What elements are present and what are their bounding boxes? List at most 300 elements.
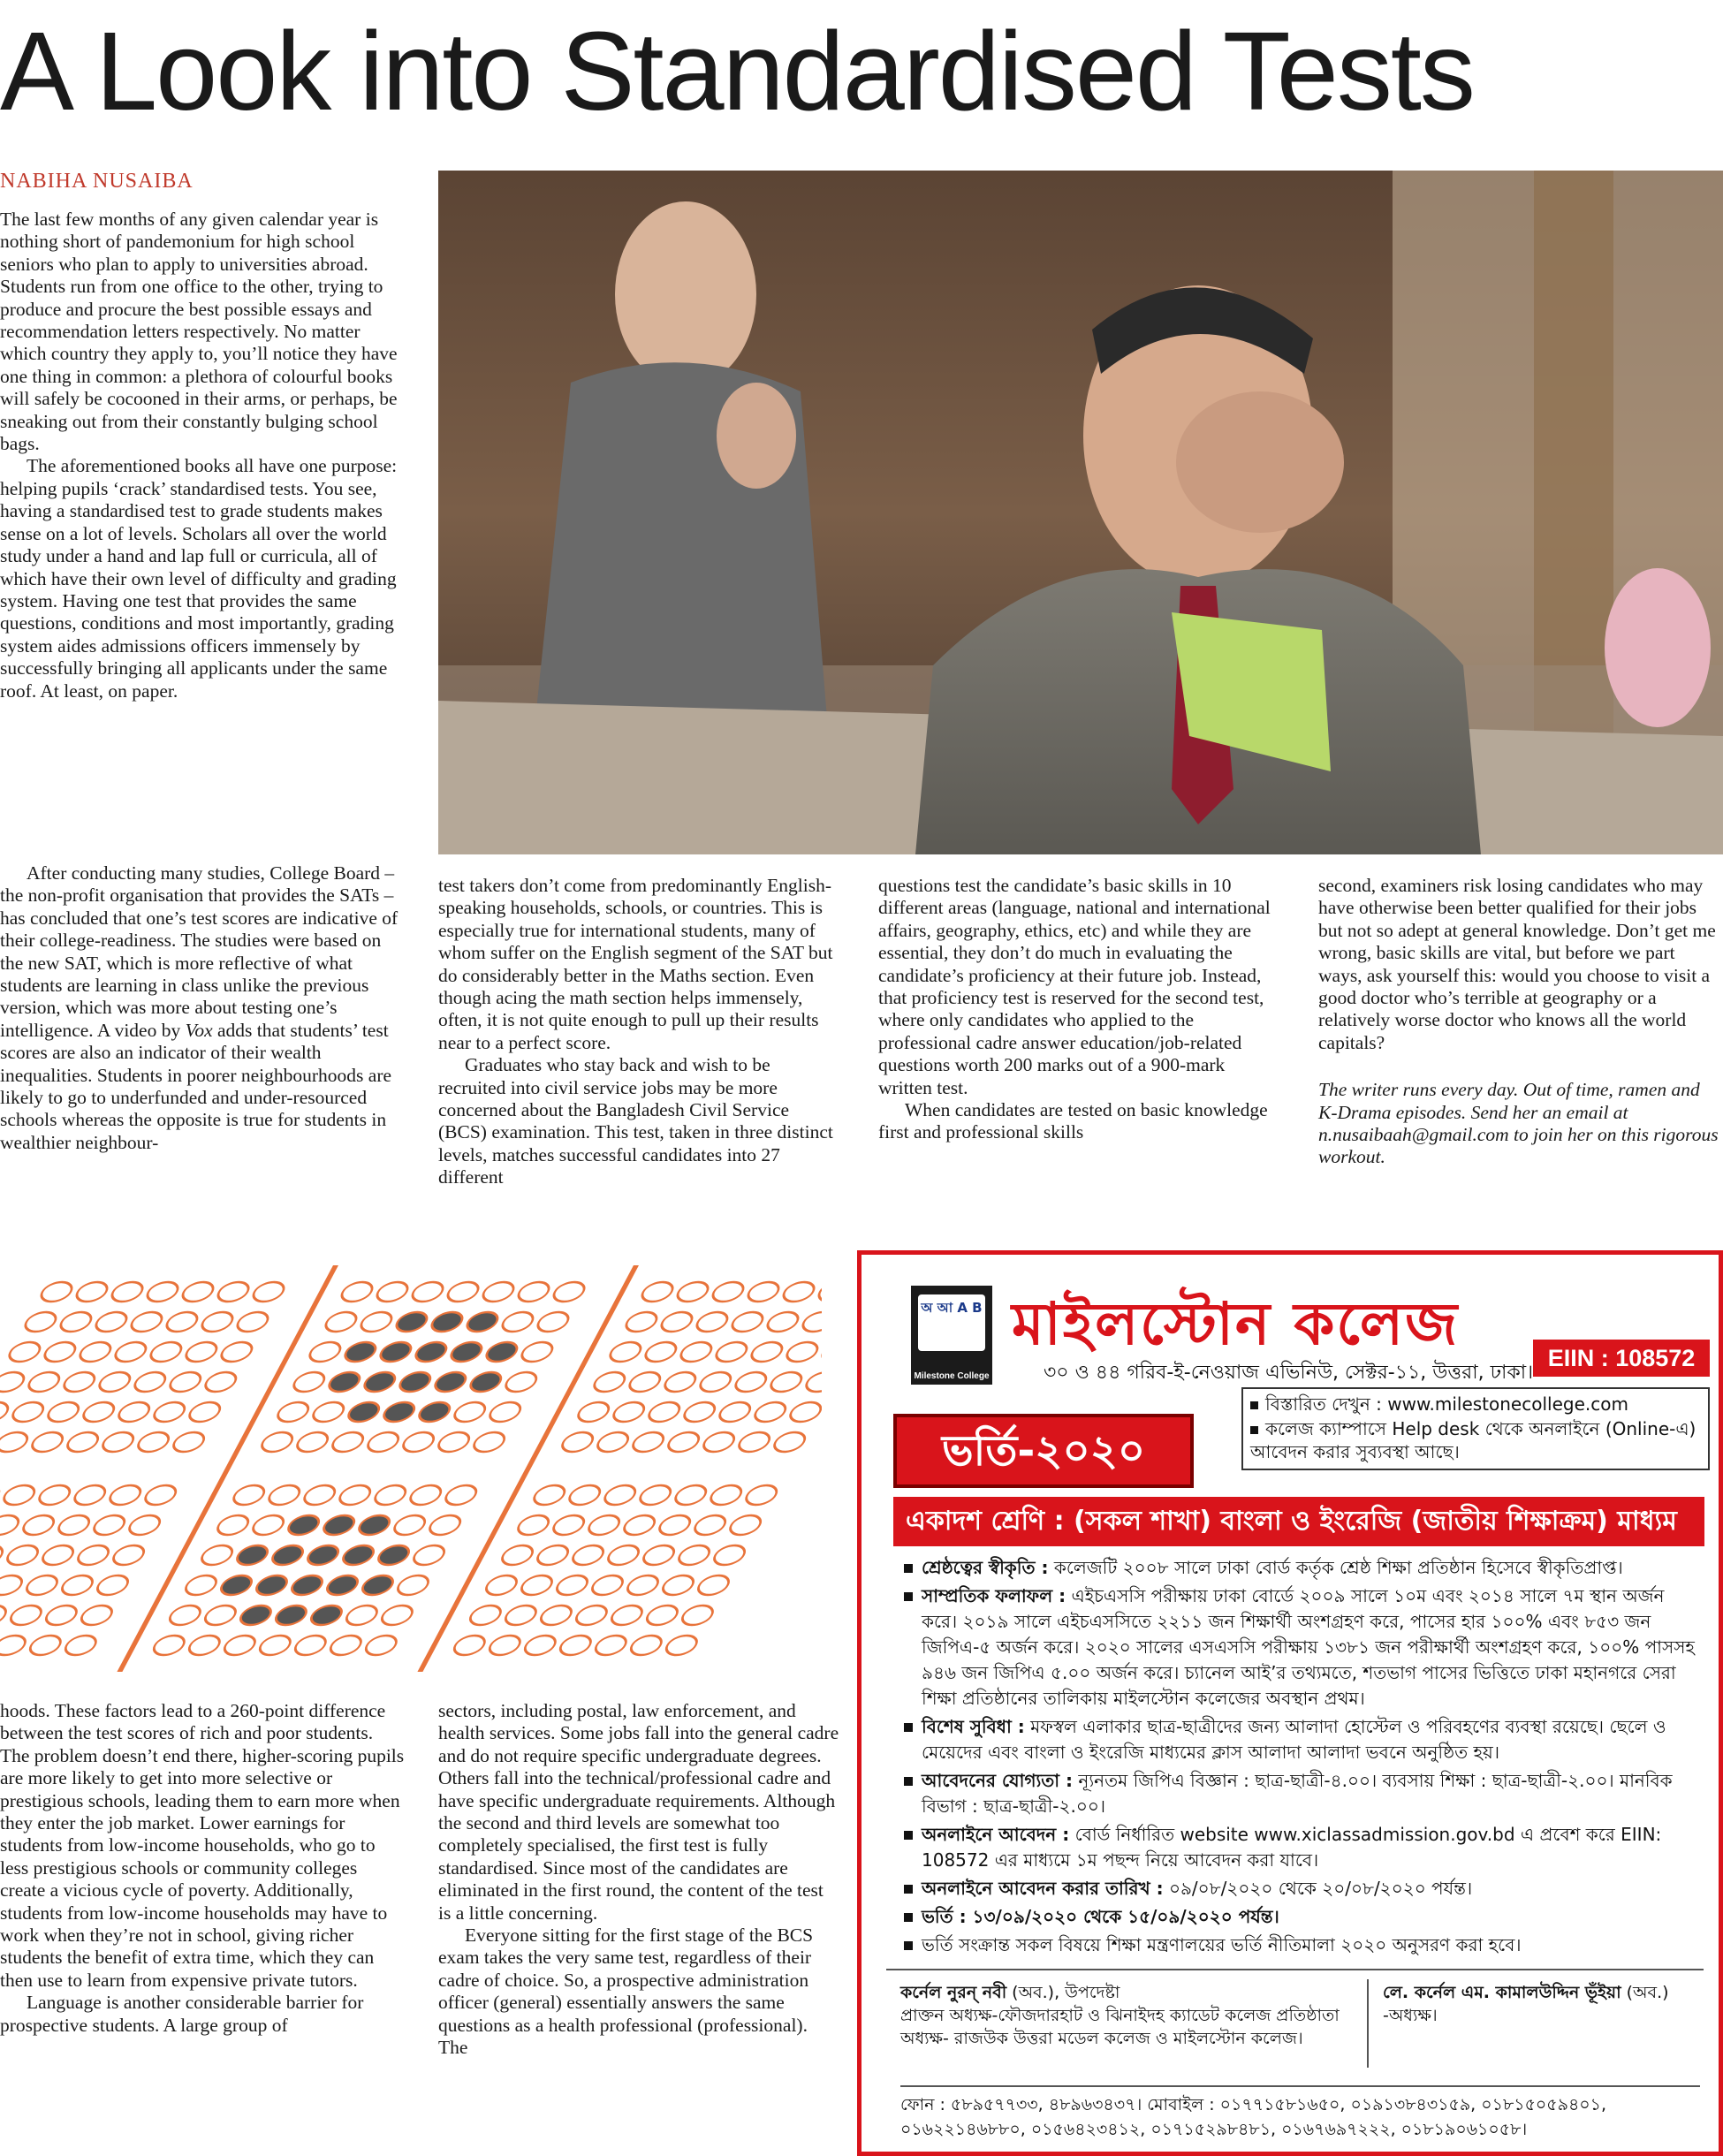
exam-photo (438, 171, 1723, 854)
answer-bubble (0, 1545, 6, 1565)
info-helpdesk (1250, 1417, 1701, 1463)
answer-bubble (396, 1372, 435, 1392)
answer-bubble (147, 1342, 186, 1362)
list-item (900, 1714, 1700, 1765)
answer-bubble (712, 1342, 751, 1362)
answer-bubble (573, 1606, 611, 1625)
paragraph: When candidates are tested on basic knowledge first and professional skills (878, 1099, 1268, 1143)
writer-signoff: The writer runs every day. Out of time, ramen and K-Drama episodes. Send her an email at n.nusaibaah@gmail.com to join her on this rigorous workout. (1318, 1079, 1719, 1168)
signatory-divider (1367, 1979, 1369, 2068)
paragraph (0, 862, 406, 1154)
answer-bubble (783, 1342, 822, 1362)
answer-bubble (230, 1485, 269, 1505)
answer-bubble (735, 1432, 774, 1452)
answer-bubble (645, 1402, 684, 1422)
answer-bubble (426, 1515, 465, 1535)
answer-bubble (716, 1402, 755, 1422)
answer-bubble (249, 1515, 288, 1535)
answer-bubble (550, 1282, 588, 1302)
list-item (900, 1904, 1700, 1930)
answer-bubble (482, 1342, 521, 1362)
answer-bubble (285, 1515, 323, 1535)
answer-bubble (626, 1372, 664, 1392)
info-text: কলেজ ক্যাম্পাসে Help desk থেকে অনলাইনে (Online-এ) আবেদন করার সুব্যবস্থা আছে। (1250, 1418, 1696, 1462)
answer-bubble (479, 1282, 518, 1302)
principal-title: (অব.) -অধ্যক্ষ। (1383, 1983, 1669, 2025)
answer-bubble (60, 1372, 99, 1392)
answer-bubble (320, 1515, 359, 1535)
answer-bubble (693, 1312, 732, 1332)
answer-bubble (710, 1545, 749, 1565)
answer-bubble (253, 1575, 292, 1595)
answer-bubble (558, 1432, 597, 1452)
answer-bubble (355, 1515, 394, 1535)
answer-bubble (588, 1575, 627, 1595)
answer-bubble (300, 1485, 339, 1505)
answer-bubble (550, 1515, 588, 1535)
milestone-college-ad (857, 1250, 1723, 2156)
answer-bubble (233, 1312, 272, 1332)
paragraph: questions test the candidate’s basic skills in 10 different areas (language, national and international affairs, geography, ethics, etc) and while they are essential, they don’t do much in evaluating the candidate’s proficiency at their future job. Instead, that proficiency test is reserved for the second test, where only candidates who applied to the professional cadre answer education/job-related questions worth 200 marks out of a 900-mark written test. (878, 875, 1271, 1098)
answer-bubble (0, 1432, 32, 1452)
answer-bubble (72, 1282, 111, 1302)
answer-bubble (62, 1636, 101, 1655)
answer-bubble (290, 1372, 329, 1392)
answer-bubble (21, 1312, 60, 1332)
answer-bubble (467, 1372, 505, 1392)
answer-bubble (378, 1606, 417, 1625)
item-label: আবেদনের যোগ্যতা : (922, 1770, 1074, 1791)
article-column-1-bottom (0, 1700, 406, 2037)
article-column-2-bottom (438, 1700, 840, 2060)
answer-bubble (767, 1372, 806, 1392)
vox-italic: Vox (185, 1019, 213, 1041)
admission-badge: ভর্তি-২০২০ (893, 1414, 1194, 1488)
answer-bubble (233, 1545, 272, 1565)
answer-bubble (27, 1636, 65, 1655)
answer-bubble (371, 1485, 410, 1505)
advisor-description: প্রাক্তন অধ্যক্ষ-ফৌজদারহাট ও ঝিনাইদহ ক্যাডেট কলেজ প্রতিষ্ঠাতা অধ্যক্ষ- রাজউক উত্তরা মডেল কলেজ ও মাইলস্টোন কলেজ। (900, 2006, 1340, 2048)
answer-bubble (309, 1402, 348, 1422)
answer-bubble (361, 1372, 399, 1392)
answer-bubble (0, 1515, 23, 1535)
answer-bubble (306, 1342, 345, 1362)
answer-bubble (166, 1372, 205, 1392)
answer-bubble (534, 1545, 573, 1565)
answer-bubble (604, 1545, 643, 1565)
answer-bubble (90, 1515, 129, 1535)
answer-bubble (341, 1342, 380, 1362)
answer-bubble (150, 1402, 189, 1422)
answer-bubble (7, 1606, 46, 1625)
answer-bubble (641, 1342, 680, 1362)
signatory-principal (1383, 1981, 1701, 2027)
answer-bubble (115, 1402, 154, 1422)
paragraph: second, examiners risk losing candidates who may have otherwise been better qualified for their jobs but not so adept at general knowledge. Don’t get me wrong, basic skills are vital, but before we part ways, ask yourself this: would you choose to visit a good doctor who’s terrible at geography or a relatively worse doctor who knows all the world capitals? (1318, 875, 1716, 1053)
answer-bubble (622, 1312, 661, 1332)
answer-bubble (594, 1432, 633, 1452)
answer-bubble (638, 1282, 677, 1302)
list-item (900, 1555, 1700, 1581)
answer-bubble (28, 1432, 67, 1452)
answer-bubble (815, 1282, 822, 1302)
answer-bubble (258, 1432, 297, 1452)
answer-bubble (675, 1545, 714, 1565)
answer-bubble (590, 1372, 629, 1392)
contact-phones: ফোন : ৫৮৯৫৭৭৩৩, ৪৮৯৬৩৪৩৭। মোবাইল : ০১৭৭১৫৮১৬৫০, ০১৯১৩৮৪৩১৫৯, ০১৮১৫০৫৯৪০১, ০১৬২২১৪৬৮৮০, ০১৫৬৪২৩৪১২, ০১৭১৫২৯৮৪৮১, ০১৬৭৬৯৭২২২, ০১৮১৯০৬১০৫৮। (900, 2085, 1700, 2142)
answer-bubble (406, 1485, 445, 1505)
answer-bubble (249, 1282, 288, 1302)
answer-bubble (742, 1485, 781, 1505)
item-text: ভর্তি সংক্রান্ত সকল বিষয়ে শিক্ষা মন্ত্রণালয়ের ভর্তি নীতিমালা ২০২০ অনুসরণ করা হবে। (922, 1934, 1522, 1955)
answer-bubble (608, 1606, 647, 1625)
answer-bubble (293, 1432, 332, 1452)
answer-bubble (186, 1402, 224, 1422)
answer-bubble (744, 1282, 783, 1302)
item-label: বিশেষ সুবিধা : (922, 1716, 1025, 1737)
answer-bubble (672, 1485, 710, 1505)
answer-bubble (691, 1515, 730, 1535)
answer-bubble (44, 1402, 83, 1422)
college-name: মাইলস্টোন কলেজ (1012, 1290, 1460, 1358)
principal-name: লে. কর্নেল এম. কামালউদ্দিন ভূঁইয়া (1383, 1983, 1621, 2002)
answer-bubble (274, 1402, 313, 1422)
article-column-1-mid (0, 862, 406, 1154)
answer-bubble (57, 1312, 95, 1332)
answer-bubble (325, 1372, 364, 1392)
answer-bubble (141, 1485, 180, 1505)
item-text: এইচএসসি পরীক্ষায় ঢাকা বোর্ডে ২০০৯ সালে ১০ম এবং ২০১৪ সালে ৭ম স্থান অর্জন করে। ২০১৯ সালে এইচএসসিতে ২২১১ জন শিক্ষার্থী অংশগ্রহণ করে, পাসের হার ১০০% এবং ৮৫৩ জন জিপিএ-৫ অর্জন করে। ২০২০ সালের এসএসসি পরীক্ষায় ১৩৮১ জন পরীক্ষার্থী অংশগ্রহণ করে, ১০০% পাসসহ ৯৪৬ জন জিপিএ ৫.০০ অর্জন করে। চ্যানেল আই’র তথ্যমতে, শতভাগ পাসের ভিত্তিতে ঢাকা মহানগরে সেরা শিক্ষা প্রতিষ্ঠানের তালিকায় মাইলস্টোন কলেজের অবস্থান প্রথম। (922, 1585, 1695, 1709)
answer-bubble (463, 1312, 502, 1332)
answer-bubble (198, 1545, 237, 1565)
answer-bubble (256, 1636, 295, 1655)
answer-bubble (329, 1432, 368, 1452)
eiin-badge: EIIN : 108572 (1533, 1340, 1710, 1377)
answer-bubble (498, 1312, 537, 1332)
answer-bubble (656, 1515, 695, 1535)
answer-bubble (265, 1485, 304, 1505)
answer-bubble (163, 1312, 201, 1332)
answer-bubble (601, 1485, 640, 1505)
answer-bubble (323, 1575, 362, 1595)
answer-bubble (80, 1402, 118, 1422)
answer-bubble (663, 1636, 702, 1655)
answer-bubble (19, 1515, 58, 1535)
answer-bubble (569, 1545, 608, 1565)
answer-bubble (664, 1432, 703, 1452)
item-text: কলেজটি ২০০৮ সালে ঢাকা বোর্ড কর্তৃক শ্রেষ্ঠ শিক্ষা প্রতিষ্ঠান হিসেবে স্বীকৃতিপ্রাপ্ত। (1048, 1557, 1623, 1578)
answer-bubble (530, 1485, 569, 1505)
item-text: মফস্বল এলাকার ছাত্র-ছাত্রীদের জন্য আলাদা হোস্টেল ও পরিবহণের ব্যবস্থা রয়েছে। ছেলে ও মেয়েদের এবং বাংলা ও ইংরেজি মাধ্যমের ক্লাস আলাদা আলাদা ভবনে অনুষ্ঠিত হয়। (922, 1716, 1666, 1763)
answer-bubble (0, 1606, 10, 1625)
answer-bubble (35, 1485, 74, 1505)
answer-bubble (182, 1342, 221, 1362)
ad-details-list (900, 1555, 1700, 1961)
advisor-name: কর্নেল নুরন্ নবী (900, 1983, 1007, 2002)
bubble-sheet-graphic (0, 1265, 822, 1672)
answer-bubble (391, 1515, 429, 1535)
answer-bubble (214, 1282, 253, 1302)
answer-bubble (521, 1636, 560, 1655)
college-address: ৩০ ও ৪৪ গরিব-ই-নেওয়াজ এভিনিউ, সেক্টর-১১, উত্তরা, ঢাকা। (1044, 1362, 1534, 1384)
paragraph: Graduates who stay back and wish to be recruited into civil service jobs may be more concerned about the Bangladesh Civil Service (BCS) examination. This test, taken in three distinct levels, matches successful candidates into 27 different (438, 1054, 833, 1188)
answer-bubble (624, 1575, 663, 1595)
answer-bubble (9, 1402, 48, 1422)
answer-bubble (221, 1636, 260, 1655)
list-item (900, 1822, 1700, 1873)
answer-bubble (106, 1485, 145, 1505)
answer-bubble (380, 1402, 419, 1422)
answer-bubble (592, 1636, 631, 1655)
answer-bubble (610, 1402, 649, 1422)
answer-bubble (394, 1575, 433, 1595)
answer-bubble (78, 1606, 117, 1625)
answer-bubble (442, 1485, 481, 1505)
answer-bubble (0, 1372, 28, 1392)
answer-bubble (143, 1282, 182, 1302)
answer-bubble (42, 1606, 81, 1625)
answer-bubble (99, 1432, 138, 1452)
answer-bubble (166, 1606, 205, 1625)
answer-bubble (726, 1515, 765, 1535)
answer-bubble (534, 1312, 573, 1332)
answer-bubble (431, 1372, 470, 1392)
paragraph: sectors, including postal, law enforcement, and health services. Some jobs fall into the general cadre and do not require specific undergraduate degrees. Others fall into the technical/professional cadre and have specific undergraduate requirements. Although the second and third levels are somewhat too completely specialised, the first test is fully standardised. Since most of the candidates are eliminated in the first round, the content of the test is a little concerning. (438, 1700, 839, 1924)
answer-bubble (709, 1282, 748, 1302)
logo-caption: Milestone College (914, 1371, 990, 1381)
item-label: ভর্তি : ১৩/০৯/২০২০ থেকে ১৫/০৯/২০২০ পর্যন্ত। (922, 1906, 1279, 1927)
answer-bubble (0, 1636, 29, 1655)
answer-bubble (444, 1282, 482, 1302)
paragraph: Language is another considerable barrier for prospective students. A large group of (0, 1992, 364, 2036)
answer-bubble (518, 1342, 557, 1362)
answer-bubble (627, 1636, 666, 1655)
item-text: বোর্ড নির্ধারিত website www.xiclassadmission.gov.bd এ প্রবেশ করে EIIN: 108572 এর মাধ্যমে ১ম পছন্দ নিয়ে আবেদন করা যাবে। (922, 1824, 1662, 1871)
answer-bubble (802, 1372, 822, 1392)
answer-bubble (359, 1575, 398, 1595)
answer-bubble (643, 1606, 682, 1625)
answer-bubble (131, 1372, 170, 1392)
answer-bubble (269, 1545, 307, 1565)
info-website (1250, 1393, 1701, 1416)
answer-bubble (55, 1515, 94, 1535)
answer-bubble (700, 1432, 739, 1452)
answer-bubble (364, 1432, 403, 1452)
bullet-icon (1250, 1426, 1258, 1434)
principal-name-line (1383, 1981, 1701, 2027)
info-box (1241, 1387, 1710, 1470)
answer-bubble (307, 1606, 346, 1625)
answer-bubble (763, 1312, 802, 1332)
answer-bubble (629, 1432, 668, 1452)
answer-bubble (518, 1575, 557, 1595)
answer-bubble (272, 1606, 311, 1625)
answer-bubble (39, 1545, 78, 1565)
text-run: adds that students’ test scores are also an indicator of their wealth inequalities. Students in poorer neighbourhoods are likely to go to underfunded and under-resourced schools whereas the opposite is true for students in wealthier neighbour- (0, 1019, 392, 1153)
answer-bubble (134, 1432, 173, 1452)
answer-bubble (557, 1636, 596, 1655)
answer-bubble (74, 1545, 113, 1565)
advisor-name-line (900, 1981, 1360, 2004)
class-banner: একাদশ শ্রেণি : (সকল শাখা) বাংলা ও ইংরেজি (জাতীয় শিক্ষাক্রম) মাধ্যম (893, 1497, 1704, 1546)
answer-bubble (304, 1545, 343, 1565)
answer-bubble (770, 1432, 809, 1452)
answer-bubble (37, 1282, 76, 1302)
answer-bubble (435, 1432, 474, 1452)
list-item (900, 1876, 1700, 1902)
answer-bubble (786, 1402, 822, 1422)
answer-bubble (514, 1282, 553, 1302)
answer-bubble (170, 1432, 209, 1452)
answer-bubble (553, 1575, 592, 1595)
answer-bubble (748, 1342, 786, 1362)
answer-bubble (343, 1606, 382, 1625)
answer-bubble (470, 1432, 509, 1452)
answer-bubble (537, 1606, 576, 1625)
answer-bubble (373, 1282, 412, 1302)
college-logo (911, 1286, 992, 1385)
answer-bubble (486, 1402, 525, 1422)
answer-bubble (357, 1312, 396, 1332)
answer-bubble (0, 1575, 26, 1595)
answer-bubble (415, 1402, 454, 1422)
answer-bubble (127, 1312, 166, 1332)
answer-bubble (659, 1575, 698, 1595)
answer-bubble (451, 1402, 490, 1422)
answer-bubble (695, 1575, 733, 1595)
answer-bubble (198, 1312, 237, 1332)
paragraph: The aforementioned books all have one purpose: helping pupils ‘crack’ standardised tests. You see, having a standardised test to grade students makes sense on a lot of levels. Scholars all over the world study under a hand and lap full or curricula, all of which have their own level of difficulty and grading system. Having one test that provides the same questions, conditions and most importantly, grading system aides admissions officers immensely by successfully bringing all applicants under the same roof. At least, on paper. (0, 455, 398, 702)
answer-bubble (94, 1575, 133, 1595)
answer-bubble (111, 1342, 150, 1362)
answer-bubble (640, 1545, 679, 1565)
answer-bubble (237, 1606, 276, 1625)
advisor-title: (অব.), উপদেষ্টা (1006, 1983, 1120, 2002)
answer-bubble (178, 1282, 217, 1302)
answer-bubble (0, 1402, 12, 1422)
answer-bubble (680, 1402, 719, 1422)
answer-bubble (799, 1312, 822, 1332)
answer-bubble (217, 1342, 256, 1362)
answer-bubble (92, 1312, 131, 1332)
answer-bubble (502, 1372, 541, 1392)
answer-bubble (673, 1282, 712, 1302)
paragraph: test takers don’t come from predominantly English-speaking households, schools, or countries. This is especially true for international students, many of whom suffer on the English segment of the SAT but do considerably better in the Maths section. Even though acing the math section helps immensely, often, it is not quite enough to pull up their results near to a perfect score. (438, 875, 833, 1053)
answer-bubble (201, 1606, 240, 1625)
article-column-3-mid (878, 875, 1280, 1144)
answer-bubble (410, 1545, 449, 1565)
text-run: After conducting many studies, College Board – the non-profit organisation that provides the SATs – has concluded that one’s test scores are indicative of their college-readiness. The studies were based on the new SAT, which is more reflective of what students are learning in class unlike the previous version, which was more about testing one’s intelligence. A video by (0, 862, 398, 1041)
answer-bubble (322, 1312, 361, 1332)
answer-bubble (64, 1432, 102, 1452)
signatory-advisor (900, 1981, 1360, 2050)
answer-bubble (392, 1312, 431, 1332)
answer-bubble (679, 1606, 717, 1625)
answer-bubble (214, 1515, 253, 1535)
answer-bubble (818, 1342, 822, 1362)
paragraph: hoods. These factors lead to a 260-point difference between the test scores of rich and poor students. The problem doesn’t end there, higher-scoring pupils are more likely to get into more selective or prestigious schools, leading them to earn more when they enter the job market. Lower earnings for students from low-income households, who go to less prestigious schools or community colleges create a vicious cycle of poverty. Additionally, students from low-income households may have to work when they’re not in school, giving richer students the benefit of extra time, which they can then use to learn from expensive private tutors. (0, 1700, 405, 1991)
answer-bubble (779, 1282, 818, 1302)
answer-bubble (565, 1485, 604, 1505)
answer-bubble (25, 1372, 64, 1392)
paragraph: Everyone sitting for the first stage of the BCS exam takes the very same test, regardless of their cadre of choice. So, a prospective administration officer (general) essentially answers the same questions as a health professional (professional). The (438, 1924, 814, 2059)
item-label: সাম্প্রতিক ফলাফল : (922, 1585, 1066, 1606)
answer-bubble (661, 1372, 700, 1392)
list-item (900, 1932, 1700, 1958)
answer-bubble (574, 1402, 613, 1422)
answer-bubble (95, 1372, 134, 1392)
answer-bubble (732, 1372, 770, 1392)
answer-bubble (677, 1342, 716, 1362)
logo-book-icon: অ আ A B (918, 1294, 985, 1351)
answer-bubble (657, 1312, 696, 1332)
answer-bubble (362, 1636, 401, 1655)
answer-bubble (606, 1342, 645, 1362)
answer-bubble (217, 1575, 256, 1595)
answer-bubble (585, 1515, 624, 1535)
answer-bubble (498, 1545, 537, 1565)
answer-bubble (186, 1636, 224, 1655)
item-text: ন্যূনতম জিপিএ বিজ্ঞান : ছাত্র-ছাত্রী-৪.০০। ব্যবসায় শিক্ষা : ছাত্র-ছাত্রী-২.০০। মানবিক বিভাগ : ছাত্র-ছাত্রী-২.০০। (922, 1770, 1673, 1817)
answer-bubble (728, 1312, 767, 1332)
answer-bubble (338, 1282, 376, 1302)
answer-bubble (486, 1636, 525, 1655)
answer-bubble (58, 1575, 97, 1595)
answer-bubble (201, 1372, 240, 1392)
answer-bubble (502, 1606, 541, 1625)
bullet-icon (1250, 1401, 1258, 1409)
answer-bubble (41, 1342, 80, 1362)
list-item (900, 1583, 1700, 1712)
item-text: ০৯/০৮/২০২০ থেকে ২০/০৮/২০২০ পর্যন্ত। (1163, 1878, 1473, 1899)
answer-bubble (150, 1636, 189, 1655)
answer-bubble (408, 1282, 447, 1302)
list-item (900, 1768, 1700, 1819)
answer-bubble (110, 1545, 148, 1565)
article-column-2-mid (438, 875, 840, 1189)
item-label: অনলাইনে আবেদন : (922, 1824, 1070, 1845)
answer-bubble (0, 1485, 39, 1505)
article-column-4-mid (1318, 875, 1723, 1169)
answer-bubble (23, 1575, 62, 1595)
answer-bubble (514, 1515, 553, 1535)
answer-bubble (4, 1545, 42, 1565)
answer-bubble (482, 1575, 521, 1595)
paragraph: The last few months of any given calendar year is nothing short of pandemonium for high school seniors who plan to apply to universities abroad. Students run from one office to the other, trying to produce and procure the best possible essays and recommendation letters respectively. No matter which country they apply to, you’ll notice they have one thing in common: a plethora of colourful books will safely be cocooned in their arms, or perhaps, be sneaking out from their constantly bulging school bags. (0, 209, 398, 455)
article-column-1-top (0, 209, 406, 702)
answer-bubble (707, 1485, 746, 1505)
answer-bubble (636, 1485, 675, 1505)
answer-bubble (292, 1636, 330, 1655)
answer-bubble (0, 1485, 4, 1505)
answer-bubble (108, 1282, 147, 1302)
answer-bubble (339, 1545, 378, 1565)
answer-bubble (376, 1342, 415, 1362)
answer-bubble (288, 1575, 327, 1595)
answer-bubble (375, 1545, 414, 1565)
info-text: বিস্তারিত দেখুন : www.milestonecollege.com (1265, 1393, 1628, 1415)
answer-bubble (76, 1342, 115, 1362)
answer-bubble (71, 1485, 110, 1505)
answer-bubble (428, 1312, 467, 1332)
answer-bubble (451, 1636, 490, 1655)
answer-bubble (412, 1342, 451, 1362)
item-label: শ্রেষ্ঠত্বের স্বীকৃতি : (922, 1557, 1049, 1578)
answer-bubble (182, 1575, 221, 1595)
answer-bubble (447, 1342, 486, 1362)
answer-bubble (327, 1636, 366, 1655)
answer-bubble (620, 1515, 659, 1535)
